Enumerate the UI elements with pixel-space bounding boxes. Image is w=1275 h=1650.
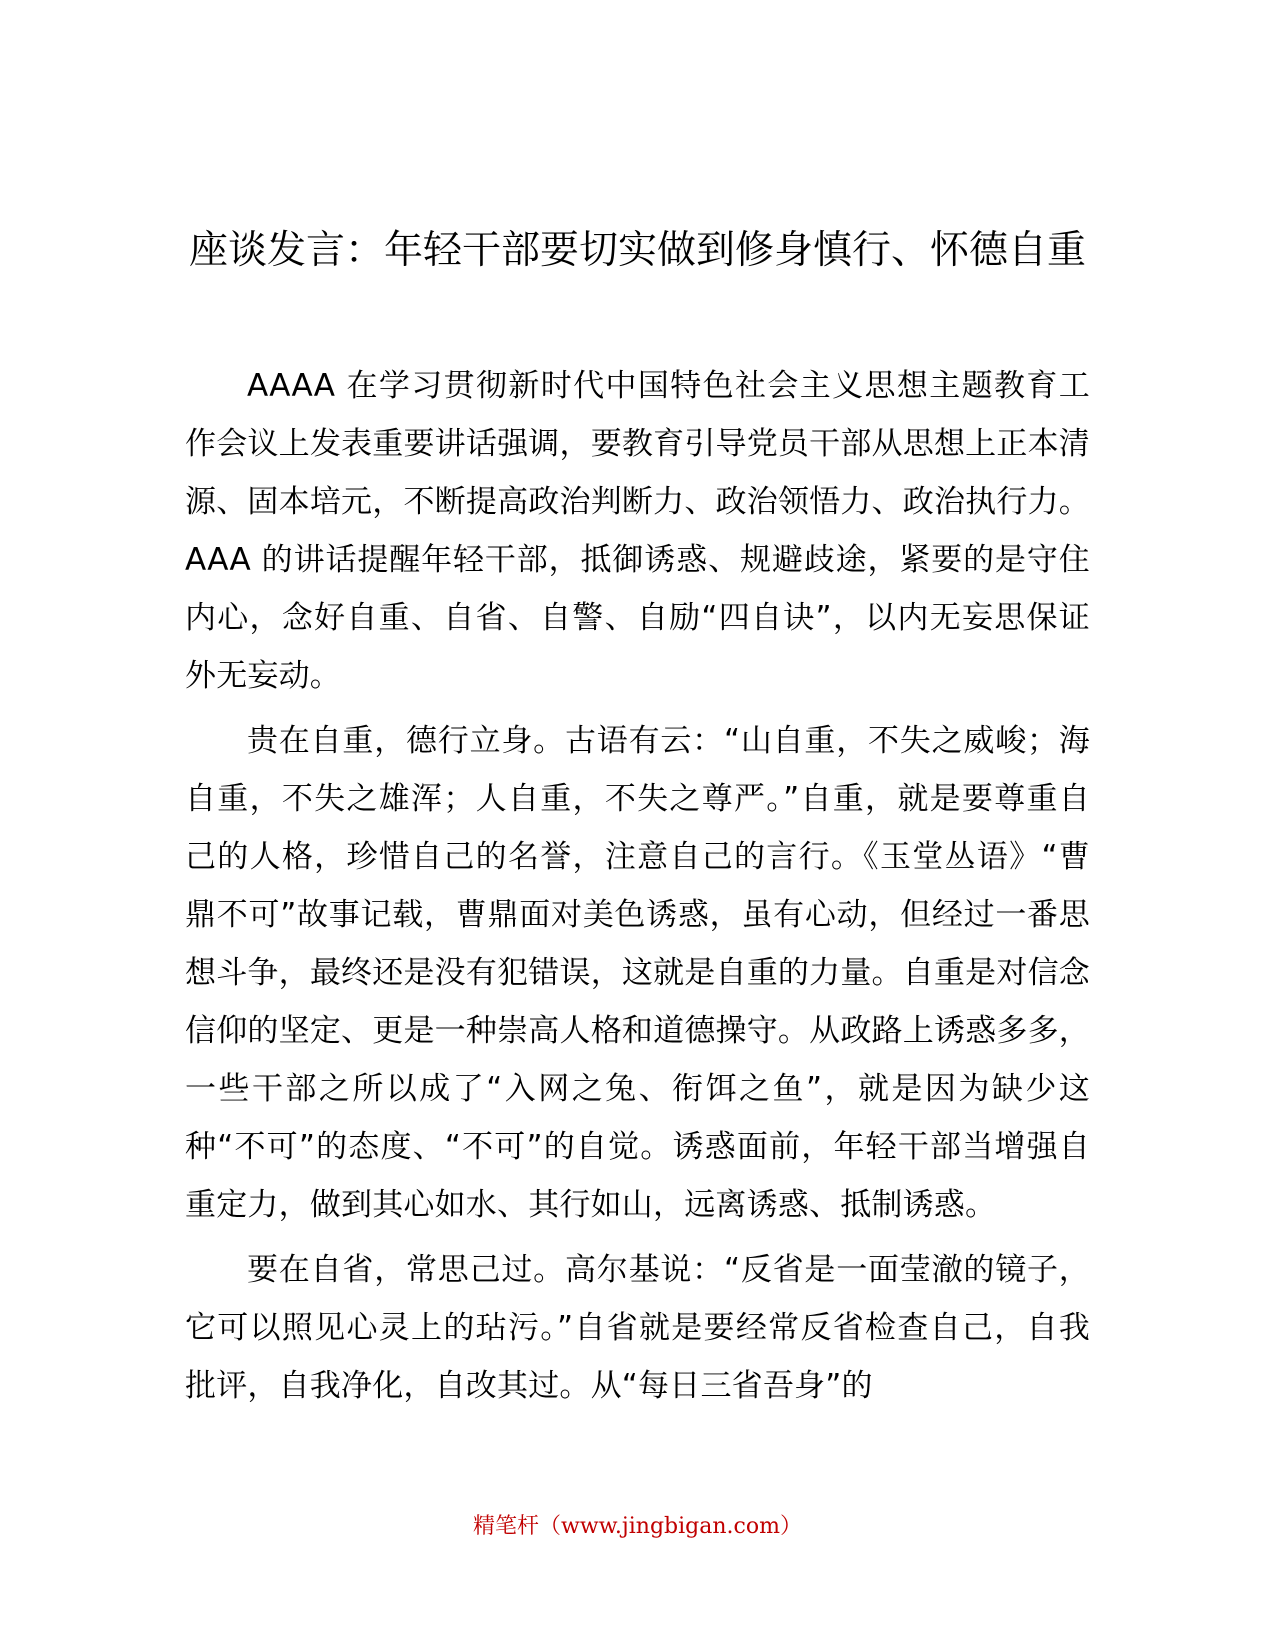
document-title: 座谈发言：年轻干部要切实做到修身慎行、怀德自重 [188,228,1086,273]
paragraph-1: AAAA 在学习贯彻新时代中国特色社会主义思想主题教育工作会议上发表重要讲话强调，要教育引导党员干部从思想上正本清源、固本培元，不断提高政治判断力、政治领悟力、政治执行力。AAA 的讲话提醒年轻干部，抵御诱惑、规避歧途，紧要的是守住内心，念好自重、自省、自警、自励“四自诀”，以内无妄思保证外无妄动。 [185,368,1090,694]
footer-watermark: 精笔杆（www.jingbigan.com） [473,1514,802,1539]
document-body [185,357,1090,1422]
paragraph-3: 要在自省，常思己过。高尔基说：“反省是一面莹澈的镜子，它可以照见心灵上的玷污。”自省就是要经常反省检查自己，自我批评，自我净化，自改其过。从“每日三省吾身”的 [185,1252,1090,1404]
paragraph-2: 贵在自重，德行立身。古语有云：“山自重，不失之威峻；海自重，不失之雄浑；人自重，不失之尊严。”自重，就是要尊重自己的人格，珍惜自己的名誉，注意自己的言行。《玉堂丛语》“曹鼎不可”故事记载，曹鼎面对美色诱惑，虽有心动，但经过一番思想斗争，最终还是没有犯错误，这就是自重的力量。自重是对信念信仰的坚定、更是一种崇高人格和道德操守。从政路上诱惑多多，一些干部之所以成了“入网之兔、衔饵之鱼”，就是因为缺少这种“不可”的态度、“不可”的自觉。诱惑面前，年轻干部当增强自重定力，做到其心如水、其行如山，远离诱惑、抵制诱惑。 [185,723,1090,1223]
